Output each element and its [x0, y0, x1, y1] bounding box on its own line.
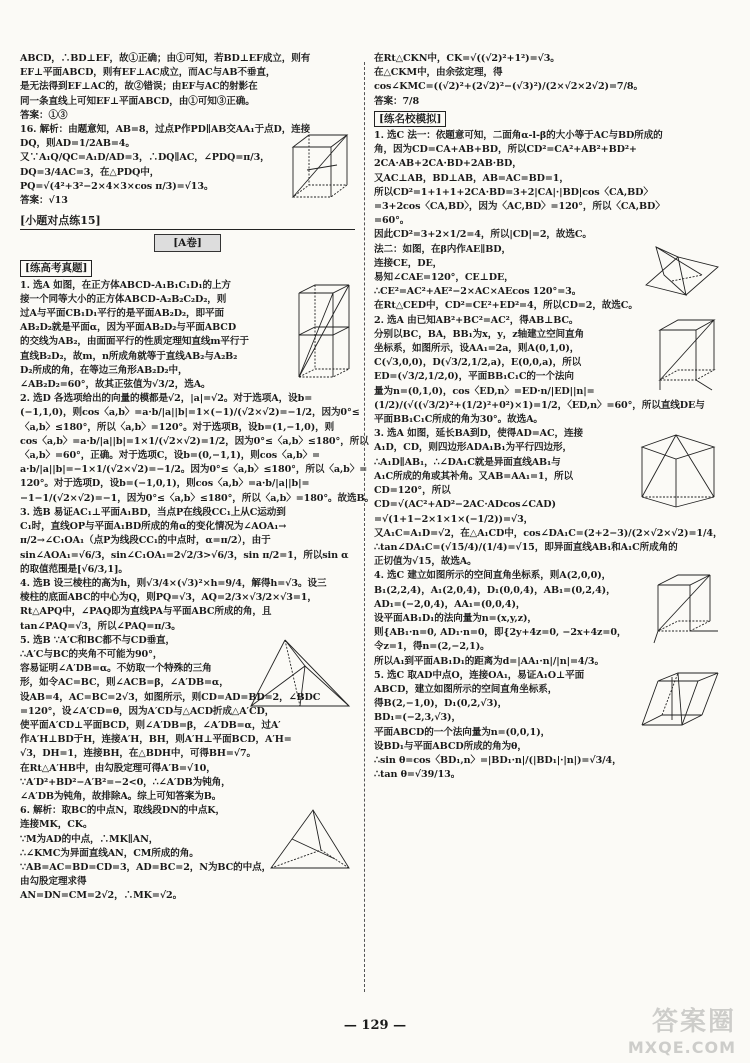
- text-line: 4. 选C 建立如图所示的空间直角坐标系，则A(2,0,0)，: [374, 570, 612, 582]
- text-line: 3. 选B 易证AC₁⊥平面A₁BD，当点P在线段CC₁上从C运动到: [20, 506, 286, 518]
- prev-answer-block: [20, 52, 355, 123]
- text-line: 在△CKM中，由余弦定理，得: [374, 67, 503, 79]
- figure-box-axes: [650, 571, 722, 647]
- text-line: ABCD，∴BD⊥EF，故①正确；由①可知，若BD⊥EF成立，则有: [20, 53, 311, 64]
- problem-5-block: [20, 634, 355, 804]
- text-line: 容易证明∠A′DB=α。不妨取一个特殊的三角: [20, 663, 212, 675]
- text-line: 又∵A₁Q/QC=A₁D/AD=3，∴DQ∥AC，∠PDQ=π/3，: [20, 152, 270, 164]
- text-line: Rt△APQ中，∠PAQ即为直线PA与平面ABC所成的角，且: [20, 606, 272, 618]
- figure-parallelepiped: [638, 671, 722, 735]
- text-line: CD=√(AC²+AD²−2AC·ADcos∠CAD): [374, 499, 556, 511]
- text-line: 形，如令AC=BC，则∠ACB=β，∠A′DB=α，: [20, 677, 229, 689]
- text-line: 坐标系，如图所示，设AA₁=2a，则A(0,1,0)，: [374, 343, 580, 355]
- text-line: 分别以BC，BA，BB₁为x，y，z轴建立空间直角: [374, 328, 585, 340]
- text-line: −1−1/(√2×√2)=−1，因为0°≤〈a,b〉≤180°，所以〈a,b〉=180°。故选B。: [20, 492, 375, 504]
- text-line: 的取值范围是[√6/3,1]。: [20, 563, 128, 575]
- text-line: 5. 选C 取AD中点O，连接OA₁，易证A₁O⊥平面: [374, 669, 585, 681]
- right-column: [374, 52, 722, 782]
- figure-prism-axes: [652, 316, 722, 394]
- text-line: A₁D，CD，则四边形ADA₁B₁为平行四边形，: [374, 442, 572, 454]
- text-line: 同一条直线上可知EF⊥平面ABCD，由①可知③正确。: [20, 95, 255, 107]
- text-line: 接一个同等大小的正方体ABCD-A₂B₂C₂D₂，则: [20, 293, 227, 305]
- text-line: 得B(2,−1,0)，D₁(0,2,√3)，: [374, 698, 508, 710]
- text-line: 是无法得到EF⊥AC的，故②错误；由EF与AC的射影在: [20, 81, 258, 93]
- text-line: =√(1+1−2×1×1×(−1/2))=√3，: [374, 513, 534, 525]
- answer-line: 答案：①③: [20, 109, 68, 121]
- text-line: tan∠PAQ=√3，所以∠PAQ=π/3。: [20, 620, 181, 632]
- text-line: 2. 选D 各选项给出的向量的模都是√2，|a|=√2。对于选项A，设b=: [20, 393, 313, 405]
- text-line: 棱柱的底面ABC的中心为Q，则PQ=√3，AQ=2/3×√3/2×√3=1，: [20, 592, 317, 604]
- text-line: a·b/|a||b|=−1×1/(√2×√2)=−1/2。因为0°≤〈a,b〉≤180°，所以〈a,b〉=: [20, 464, 368, 476]
- subsection-title: [练高考真题]: [20, 260, 92, 276]
- text-line: ∴A₁D∥AB₁，∴∠DA₁C就是异面直线AB₁与: [374, 456, 561, 468]
- text-line: 量为n=(0,1,0)，cos〈ED,n〉=ED·n/|ED||n|=: [374, 385, 595, 397]
- text-line: 6. 解析：取BC的中点N，取线段DN的中点K，: [20, 805, 225, 817]
- text-line: ED=(√3/2,1/2,0)，平面BB₁C₁C的一个法向: [374, 371, 574, 383]
- text-line: PQ=√(4²+3²−2×4×3×cos π/3)=√13。: [20, 180, 214, 192]
- text-line: 1. 选A 如图，在正方体ABCD-A₁B₁C₁D₁的上方: [20, 279, 231, 291]
- text-line: 过A与平面CB₁D₁平行的是平面AB₂D₂，即平面: [20, 308, 224, 320]
- text-line: 由勾股定理求得: [20, 876, 87, 888]
- text-line: ∵A′D²+BD²−A′B²=−2<0，∴∠A′DB为钝角，: [20, 776, 231, 788]
- text-line: cos∠KMC=((√2)²+(2√2)²−(√3)²)/(2×√2×2√2)=7/8。: [374, 81, 643, 93]
- text-line: 连接CE，DE，: [374, 257, 443, 269]
- text-line: 角，因为CD=CA+AB+BD，所以CD²=CA²+AB²+BD²+: [374, 144, 637, 156]
- text-line: 又AC⊥AB，BD⊥AB，AB=AC=BD=1，: [374, 172, 569, 184]
- section-title: [小题对点练15]: [20, 213, 355, 230]
- text-line: ∴tan θ=√39/13。: [374, 769, 461, 781]
- problem-4-block: [20, 577, 355, 634]
- text-line: ∠AB₂D₂=60°，故其正弦值为√3/2，选A。: [20, 379, 211, 391]
- text-line: CD=120°，所以: [374, 485, 451, 497]
- volume-a-label: [A卷]: [154, 234, 221, 252]
- text-line: 在Rt△CKN中，CK=√((√2)²+1²)=√3。: [374, 53, 560, 64]
- text-line: 使平面A′CD⊥平面BCD，则∠A′DB=β，∠A′DB=α，过A′: [20, 719, 281, 731]
- text-line: 120°。对于选项D，设b=(−1,0,1)，则cos〈a,b〉=a·b/|a||b|=: [20, 478, 310, 490]
- text-line: 所以CD²=1+1+1+2CA·BD=3+2|CA|·|BD|cos〈CA,BD〉: [374, 186, 653, 198]
- problem-2-block: [20, 392, 375, 506]
- text-line: 则{AB₁·n=0, AD₁·n=0，即{2y+4z=0, −2x+4z=0，: [374, 627, 627, 639]
- text-line: DQ，则AD=1/2AB=4。: [20, 138, 135, 150]
- text-line: 作A′H⊥BD于H，连接A′H，BH，则A′H⊥平面BCD，A′H=: [20, 734, 292, 746]
- text-line: 令z=1，得n=(2,−2,1)。: [374, 641, 490, 653]
- text-line: 平面BB₁C₁C所成的角为30°。故选A。: [374, 414, 543, 426]
- column-divider: [364, 62, 365, 992]
- text-line: =60°。: [374, 215, 410, 227]
- text-line: 易知∠CAE=120°，CE⊥DE，: [374, 272, 514, 284]
- text-line: AB₂D₂就是平面α，因为平面AB₂D₂与平面ABCD: [20, 322, 237, 334]
- text-line: 又A₁C=A₁D=√2，在△A₁CD中，cos∠DA₁C=(2+2−3)/(2×√2×√2)=1/4，: [374, 527, 723, 539]
- text-line: ∴A′C与BC的夹角不可能为90°，: [20, 648, 163, 660]
- text-line: √3，DH=1，连接BH，在△BDH中，可得BH=√7。: [20, 748, 257, 760]
- text-line: 因此CD²=3+2×1/2=4，所以|CD|=2，故选C。: [374, 229, 592, 241]
- text-line: 直线B₂D₂，故m，n所成角就等于直线AB₂与A₂B₂: [20, 350, 238, 362]
- text-line: B₁(2,2,4)，A₁(2,0,4)，D₁(0,0,4)，AB₁=(0,2,4)，: [374, 584, 616, 596]
- figure-cube-stack: [295, 281, 355, 381]
- mock-problem-1-block: [374, 129, 722, 314]
- text-line: π/2→∠C₁OA₁（点P为线段CC₁的中点时，α=π/2），由于: [20, 535, 271, 547]
- watermark-logo: [586, 1001, 736, 1055]
- text-line: D₂所成的角，在等边三角形AB₂D₂中，: [20, 364, 188, 376]
- text-line: C(√3,0,0)，D(√3/2,1/2,a)，E(0,0,a)，所以: [374, 357, 582, 369]
- text-line: 2. 选A 由已知AB²+BC²=AC²，得AB⊥BC。: [374, 314, 579, 326]
- text-line: A₁C所成的角或其补角。又AB=AA₁=1，所以: [374, 470, 573, 482]
- problem-1-block: [20, 279, 355, 393]
- problem-6-continued-block: [374, 52, 722, 109]
- answer-line: 答案：7/8: [374, 95, 420, 107]
- text-line: 所以A₁到平面AB₁D₁的距离为d=|AA₁·n|/|n|=4/3。: [374, 655, 604, 667]
- watermark-bottom-text: MXQE.COM: [627, 1038, 736, 1057]
- text-line: 设BD₁与平面ABCD所成的角为θ，: [374, 740, 527, 752]
- figure-triangular-prism: [636, 429, 722, 511]
- text-line: cos〈a,b〉=a·b/|a||b|=1×1/(√2×√2)=1/2，因为0°≤〈a,b〉≤180°，所以: [20, 435, 369, 447]
- text-line: 在Rt△CED中，CD²=CE²+ED²=4，所以CD=2，故选C。: [374, 300, 638, 312]
- text-line: 在Rt△A′HB中，由勾股定理可得A′B=√10，: [20, 762, 216, 774]
- juan-a-wrap: [20, 234, 355, 252]
- text-line: 法二：如图，在β内作AE∥BD，: [374, 243, 511, 255]
- text-line: 4. 选B 设三棱柱的高为h，则√3/4×(√3)²×h=9/4，解得h=√3。设三: [20, 577, 327, 589]
- text-line: ∵AB=AC=BD=CD=3，AD=BC=2，N为BC的中点，: [20, 861, 272, 873]
- text-line: =120°，设∠A′CD=θ，因为A′CD与△ACD折成△A′CD，: [20, 705, 275, 717]
- text-line: ∴CE²=AC²+AE²−2×AC×AEcos 120°=3。: [374, 286, 582, 298]
- text-line: C₁时，直线OP与平面A₁BD所成的角α的变化情况为∠AOA₁→: [20, 521, 287, 533]
- problem-16-block: [20, 123, 355, 208]
- text-line: 的交线为AB₂，由面面平行的性质定理知直线m平行于: [20, 336, 249, 348]
- mock-problem-5-block: [374, 669, 722, 783]
- text-line: 连接MK，CK。: [20, 819, 93, 831]
- mock-problem-4-block: [374, 569, 722, 668]
- text-line: AN=DN=CM=2√2，∴MK=√2。: [20, 890, 183, 902]
- text-line: DQ=3/4AC=3，在△PDQ中，: [20, 166, 160, 178]
- text-line: 2CA·AB+2CA·BD+2AB·BD，: [374, 158, 522, 170]
- text-line: =3+2cos〈CA,BD〉，因为〈AC,BD〉=120°，所以〈CA,BD〉: [374, 201, 665, 213]
- figure-tetrahedron: [265, 806, 355, 876]
- problem-3-block: [20, 506, 355, 577]
- subsection-title: [练名校模拟]: [374, 111, 446, 127]
- text-line: 1. 选C 法一：依题意可知，二面角α-l-β的大小等于AC与BD所成的: [374, 130, 663, 142]
- text-line: BD₁=(−2,3,√3)，: [374, 712, 461, 724]
- text-line: (−1,1,0)，则cos〈a,b〉=a·b/|a||b|=1×(−1)/(√2×√2)=−1/2，因为0°≤: [20, 407, 360, 419]
- left-column: [20, 52, 375, 904]
- text-line: 设AB=4，AC=BC=2√3，如图所示，则CD=AD=BD=2，∠BDC: [20, 691, 321, 703]
- text-line: ∴tan∠DA₁C=(√15/4)/(1/4)=√15，即异面直线AB₁和A₁C所成角的: [374, 541, 678, 553]
- mock-problem-3-block: [374, 427, 722, 569]
- text-line: ∴sin θ=cos〈BD₁,n〉=|BD₁·n|/(|BD₁|·|n|)=√3/4，: [374, 754, 622, 766]
- text-line: EF⊥平面ABCD，则有EF⊥AC成立，而AC与AB不垂直，: [20, 67, 276, 79]
- text-line: 5. 选B ∵A′C和BC都不与CD垂直，: [20, 634, 176, 646]
- text-line: 〈a,b〉=60°，正确。对于选项C，设b=(0,−1,1)，则cos〈a,b〉=: [20, 450, 321, 462]
- text-line: 设平面AB₁D₁的法向量为n=(x,y,z)，: [374, 612, 537, 624]
- text-line: ABCD，建立如图所示的空间直角坐标系，: [374, 683, 558, 695]
- watermark-top-text: 答案圈: [651, 1007, 736, 1037]
- figure-16: [287, 125, 355, 205]
- text-line: 〈a,b〉≤180°，所以〈a,b〉=120°。对于选项B，设b=(1,−1,0)，则: [20, 421, 335, 433]
- text-line: (1/2)/(√((√3/2)²+(1/2)²+0²)×1)=1/2，〈ED,n〉=60°，所以直线DE与: [374, 399, 705, 411]
- figure-dihedral: [642, 245, 722, 300]
- page-number: — 129 —: [343, 1018, 407, 1033]
- text-line: 正切值为√15，故选A。: [374, 556, 477, 568]
- text-line: 平面ABCD的一个法向量为n=(0,0,1)，: [374, 726, 551, 738]
- text-line: sin∠AOA₁=√6/3，sin∠C₁OA₁=2√2/3>√6/3，sin π/2=1，所以sin α: [20, 549, 349, 561]
- text-line: 16. 解析：由题意知，AB=8，过点P作PD∥AB交AA₁于点D，连接: [20, 124, 311, 136]
- text-line: ∠A′DB为钝角，故排除A。综上可知答案为B。: [20, 790, 222, 802]
- text-line: ∴∠KMC为异面直线AN，CM所成的角。: [20, 847, 199, 859]
- text-line: 3. 选A 如图，延长BA到D，使得AD=AC，连接: [374, 428, 584, 440]
- text-line: AD₁=(−2,0,4)，AA₁=(0,0,4)，: [374, 598, 526, 610]
- text-line: ∵M为AD的中点，∴MK∥AN，: [20, 833, 159, 845]
- mock-problem-2-block: [374, 314, 722, 428]
- problem-6-block: [20, 804, 355, 903]
- answer-line: 答案：√13: [20, 195, 68, 207]
